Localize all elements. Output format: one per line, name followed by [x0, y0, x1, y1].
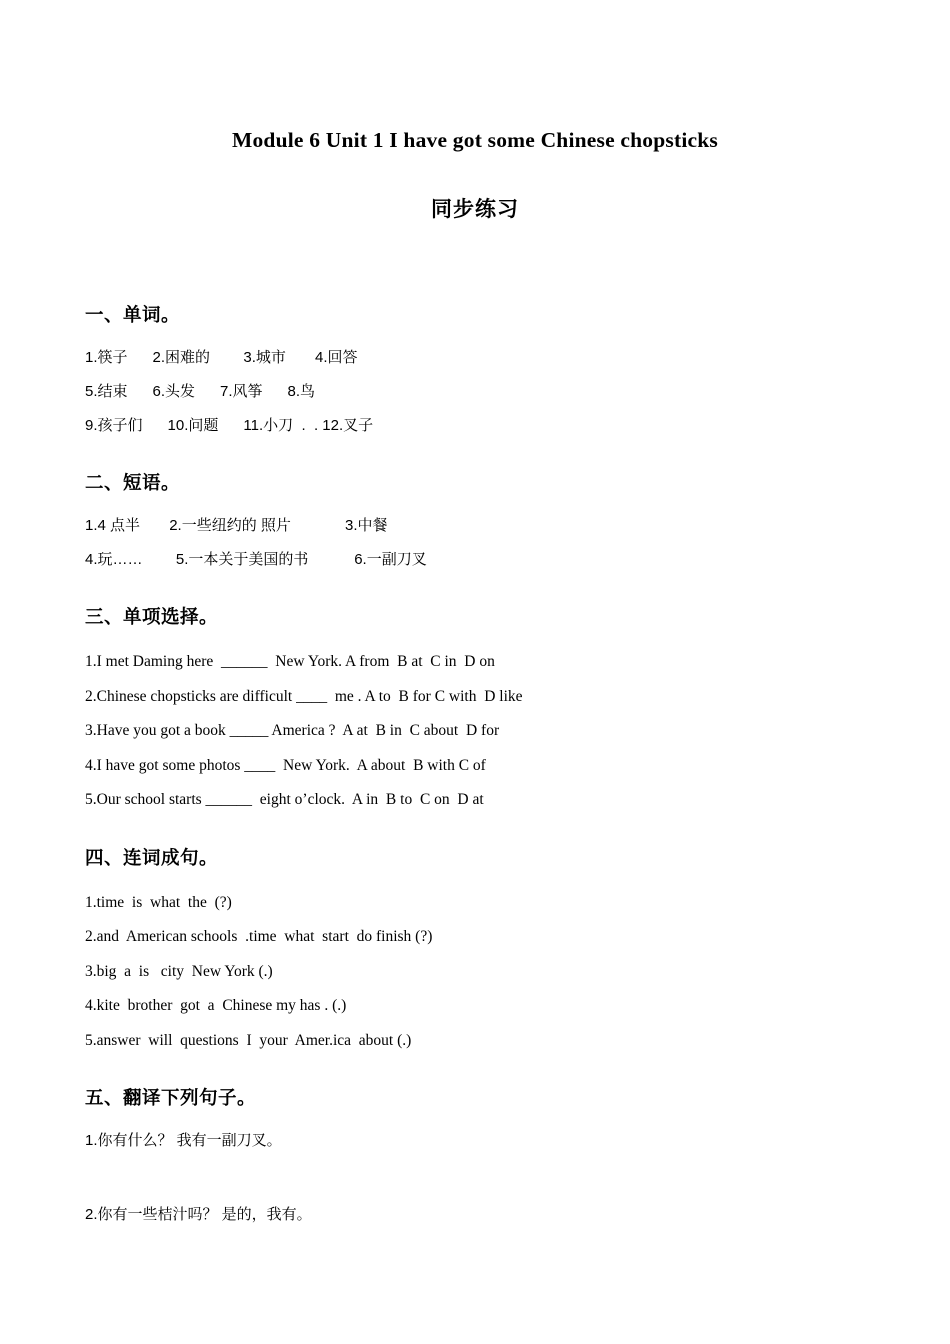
- exercise-line: 2.你有一些桔汁吗？ 是的，我有。: [85, 1206, 312, 1223]
- exercise-line: 1.4 点半 2.一些纽约的 照片 3.中餐: [85, 517, 388, 534]
- section-heading-phrases: 二、短语。: [85, 472, 181, 493]
- section-body-vocabulary: [85, 327, 865, 443]
- exercise-line: 1.你有什么？ 我有一副刀叉。: [85, 1132, 282, 1149]
- exercise-line: 1.I met Daming here ______ New York. A from B at C in D on: [85, 653, 495, 670]
- section-heading-vocabulary: 一、单词。: [85, 304, 181, 325]
- exercise-line: 3.Have you got a book _____ America ? A at B in C about D for: [85, 722, 500, 739]
- exercise-line: 4.kite brother got a Chinese my has . (.): [85, 997, 347, 1014]
- exercise-line: 2.Chinese chopsticks are difficult ____ me . A to B for C with D like: [85, 687, 523, 705]
- exercise-line: 2.and American schools .time what start do finish (?): [85, 928, 433, 945]
- exercise-line: 9.孩子们 10.问题 11.小刀 . . 12.叉子: [85, 417, 374, 434]
- exercise-line: 3.big a is city New York (.): [85, 962, 273, 980]
- exercise-line: 1.筷子 2.困难的 3.城市 4.回答: [85, 349, 358, 366]
- section-heading-multiple-choice: 三、单项选择。: [85, 606, 219, 627]
- exercise-line: 5.结束 6.头发 7.风筝 8.鸟: [85, 383, 316, 400]
- section-body-sentence-building: [85, 870, 865, 1059]
- page-title: Module 6 Unit 1 I have got some Chinese chopsticks: [231, 128, 718, 152]
- section-heading-translation: 五、翻译下列句子。: [85, 1087, 257, 1108]
- exercise-line: 1.time is what the (?): [85, 893, 232, 911]
- section-heading-sentence-building: 四、连词成句。: [85, 846, 219, 868]
- exercise-line: 4.玩…… 5.一本关于美国的书 6.一副刀叉: [85, 551, 427, 568]
- exercise-line: 4.I have got some photos ____ New York. A about B with C of: [85, 756, 486, 774]
- section-body-phrases: [85, 495, 865, 577]
- exercise-line: 5.Our school starts ______ eight o’clock. A in B to C on D at: [85, 791, 484, 808]
- section-body-multiple-choice: [85, 629, 865, 818]
- answer-space: [85, 1156, 865, 1200]
- page-subtitle: 同步练习: [431, 198, 519, 221]
- section-body-translation: [85, 1110, 865, 1230]
- exercise-line: 5.answer will questions I your Amer.ica about (.): [85, 1031, 412, 1049]
